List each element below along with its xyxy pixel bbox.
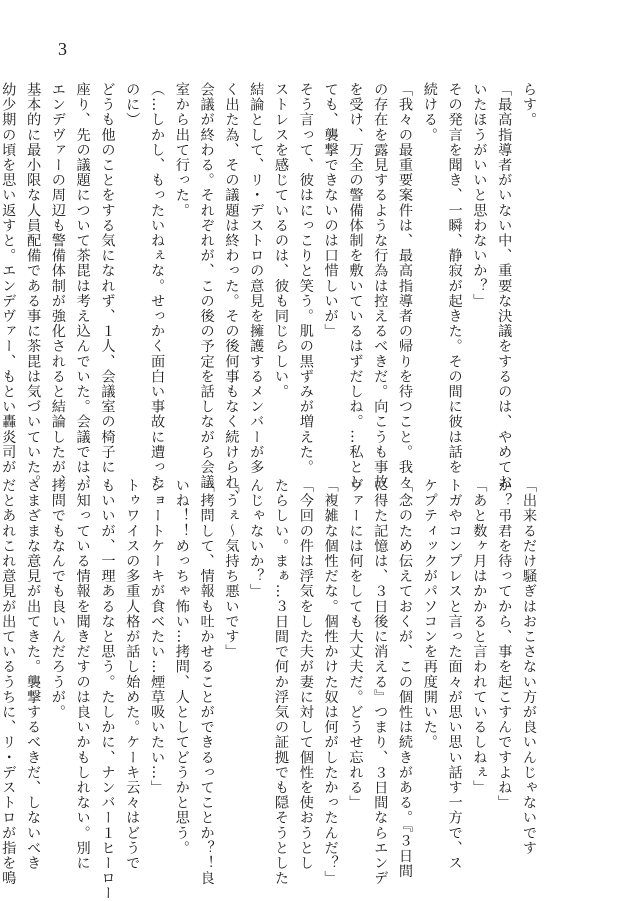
text-column: トガやコンプレスと言った面々が思い思い話す一方で、ス (446, 478, 463, 871)
text-column: そう言って、彼はにっこりと笑う。肌の黒ずみが増えた。 (297, 82, 314, 475)
text-column: 「今回の件は浮気をした夫が妻に対して個性を使おうとし (297, 478, 314, 871)
text-column: ケプティックがパソコンを再度開いた。 (421, 478, 438, 750)
text-column: ショートケーキが食べたい…煙草吸いたい…」 (149, 478, 166, 796)
bottom-text-block (0, 478, 541, 901)
text-column: 座り、先の議題について茶毘は考え込んでいた。会議では、 (74, 82, 91, 490)
text-column: の存在を露見するような行為は控えるべきだ。向こうも事故 (372, 82, 389, 490)
text-column: もいいが、一理あるなと思う。たしかに、ナンバー１ヒーロー (99, 478, 116, 901)
text-column: 続ける。 (421, 82, 438, 143)
text-column: その発言を聞き、一瞬、静寂が起きた。その間に彼は話を (446, 82, 463, 475)
text-column: さまざまな意見が出てきた。襲撃するべきだ、しないべき (25, 478, 42, 871)
text-column: いね！！めっちゃ怖い…拷問、人としてどうかと思う。 (173, 478, 190, 856)
text-column: 「拷問して、情報も吐かせることができるってことか？！良 (198, 478, 215, 886)
page-number: 3 (58, 39, 67, 59)
text-column: らす。 (521, 82, 537, 128)
text-column: ヴァーには何をしても大丈夫だ。どうせ忘れる」 (347, 478, 364, 811)
top-text-block (0, 82, 541, 505)
text-column: だとあれこれ意見が出ているうちに、リ・デストロが指を鳴 (0, 478, 17, 886)
text-column: 「あと数ヶ月はかかると言われているしねぇ」 (471, 478, 488, 796)
text-column: 「我々の最重要案件は、最高指導者の帰りを待つこと。我々 (397, 82, 414, 490)
text-column: 室から出て行った。 (173, 82, 190, 218)
text-column: 拷問でもなんでも良いんだろうが。 (49, 478, 66, 720)
text-column: に得た記憶は、３日後に消える』つまり、３日間ならエンデ (372, 478, 389, 886)
text-column: ても、襲撃できないのは口惜しいが」 (322, 82, 339, 339)
text-column: どうも他のことをする気になれず、１人、会議室の椅子に (99, 82, 116, 475)
text-column: 結論として、リ・デストロの意見を擁護するメンバーが多 (248, 82, 265, 475)
text-column: たらしい。まぁ…３日間で何か浮気の証拠でも隠そうとした (273, 478, 290, 886)
text-column: いたほうがいいと思わないか？」 (471, 82, 488, 309)
text-column: か？弔君を待ってから、事を起こすんですよね」 (496, 478, 513, 811)
text-column: エンデヴァーの周辺も警備体制が強化されると結論したが、 (49, 82, 66, 490)
text-column: 「最高指導者がいない中、重要な決議をするのは、やめてお (496, 82, 513, 490)
text-column: が知っている情報を聞きだすのは良いかもしれない。別に (74, 478, 91, 871)
text-column: トゥワイスの多重人格が話し始めた。ケーキ云々はどうで (124, 478, 141, 871)
text-column: のに） (124, 82, 141, 128)
text-column: く出た為、その議題は終わった。その後何事もなく続けられ、 (223, 82, 240, 505)
text-column: 基本的に最小限な人員配備である事に茶毘は気づいていた。 (25, 82, 42, 490)
text-column: 「念のため伝えておくが、この個性は続きがある。『３日間 (397, 478, 414, 879)
text-column: 「複雑な個性だな。個性かけた奴は何がしたかったんだ？」 (322, 478, 339, 886)
text-column: んじゃないか？」 (248, 478, 265, 599)
text-column: （…しかし、もったいねぇな。せっかく面白い事故に遭った (149, 82, 166, 490)
text-column: ストレスを感じているのは、彼も同じらしい。 (273, 82, 290, 400)
text-column: 会議が終わる。それぞれが、この後の予定を話しながら会議 (198, 82, 215, 490)
text-column: を受け、万全の警備体制を敷いているはずだしね。…私とし (347, 82, 364, 490)
text-column: 幼少期の頃を思い返すと。エンデヴァー、もとい轟炎司が (0, 82, 17, 475)
text-column: 「うぇ～気持ち悪いです」 (223, 478, 240, 660)
text-column: 「出来るだけ騒ぎはおこさない方が良いんじゃないです (521, 478, 537, 856)
